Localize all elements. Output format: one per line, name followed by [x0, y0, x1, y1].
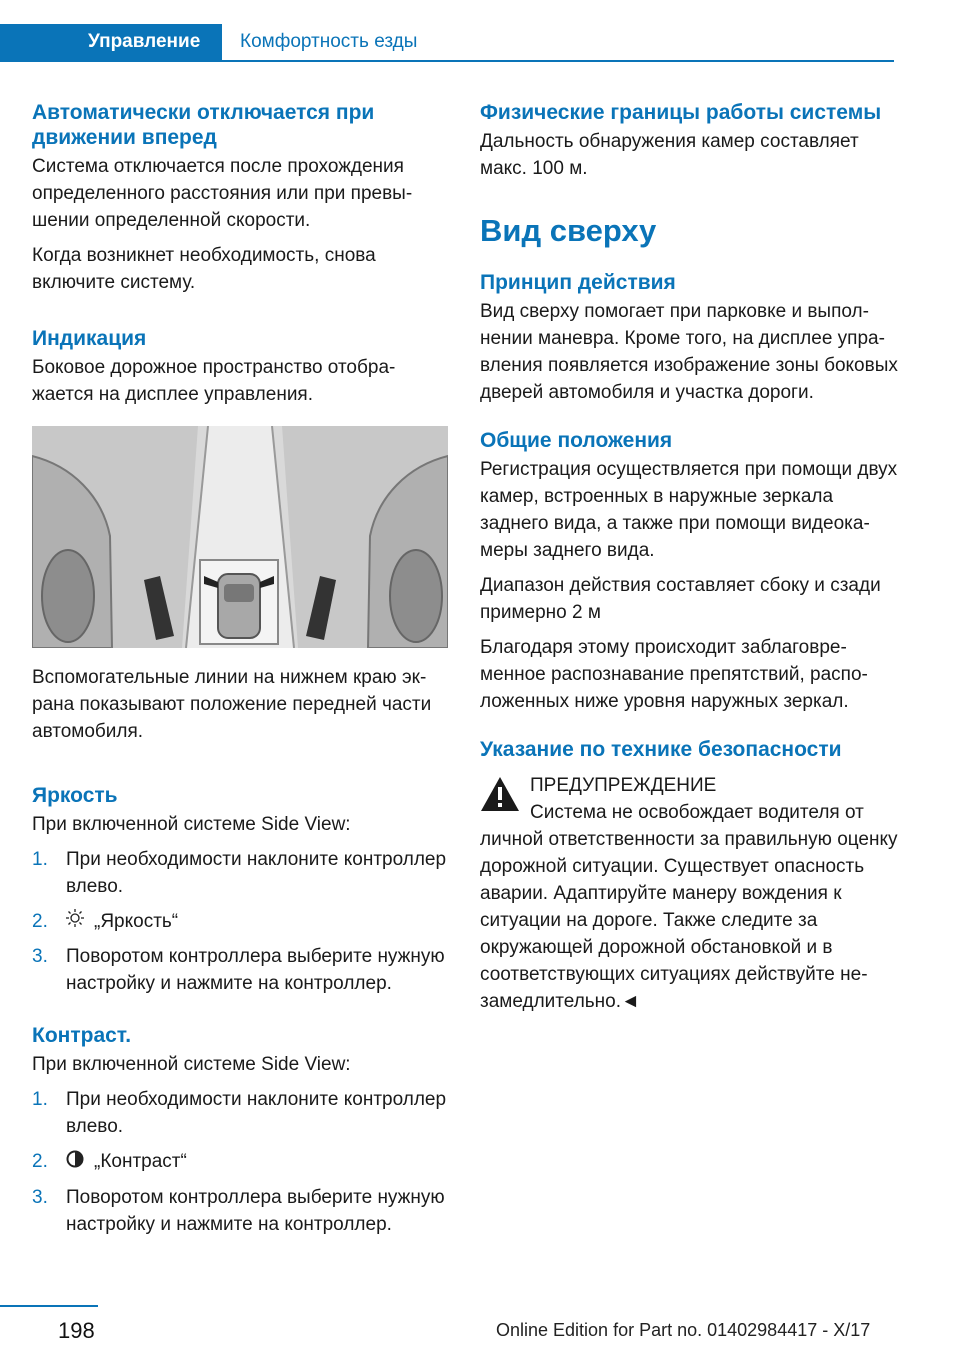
section-title-general: Общие положения	[480, 429, 673, 452]
paragraph: Дальность обнаружения камер составляет макс. 100 м.	[480, 131, 859, 179]
list-item: 3. Поворотом контроллера выберите нужную настройку и нажмите на контроллер.	[32, 946, 445, 995]
image-caption: Вспомогательные линии на нижнем краю экрана показывают положение передней части автомобиля.	[32, 667, 432, 742]
section-title-brightness: Яркость	[32, 784, 118, 807]
section-title-limits: Физические границы работы системы	[480, 101, 882, 124]
warning-text: Система не освобождает водителя от личной ответственности за правильную оценку дорожной ситуации. Существует опасность аварии. Адаптируйте манеру вождения к ситуации на дороге. Также следите за окружающей дорожной обстановкой и в соответствующих ситуациях действуйте незамедлительно.◄	[480, 802, 898, 1012]
list-item: 1. При необходимости наклоните контроллер влево.	[32, 849, 447, 897]
section-title-safety: Указание по технике безопасности	[480, 738, 842, 761]
header-tab-inactive[interactable]: Комфортность езды	[240, 31, 418, 52]
list-item: 2. „Яркость“	[32, 908, 450, 935]
paragraph: При включенной системе Side View:	[32, 1054, 351, 1076]
paragraph: Когда возникнет необходимость, снова включите систему.	[32, 245, 376, 293]
brightness-steps	[32, 846, 450, 997]
warning-title: ПРЕДУПРЕЖДЕНИЕ	[530, 775, 717, 796]
contrast-steps	[32, 1086, 450, 1237]
paragraph: Диапазон действия составляет сбоку и сзади примерно 2 м	[480, 575, 881, 623]
chapter-title-top-view: Вид сверху	[480, 213, 657, 248]
section-title-auto-off: Автоматически отключается при движении вперед	[32, 101, 375, 149]
paragraph: Благодаря этому происходит заблаговременное распознавание препятствий, расположенных ниже уровня наружных зеркал.	[480, 637, 868, 712]
contrast-icon	[66, 1149, 84, 1176]
header-rule	[222, 60, 894, 62]
paragraph: Регистрация осуществляется при помощи двух камер, встроенных в наружные зеркала заднего вида, а также при помощи видеокамеры заднего вида.	[480, 459, 898, 561]
warning-block	[480, 772, 900, 1015]
section-title-contrast: Контраст.	[32, 1024, 132, 1048]
list-item: 2. „Контраст“	[32, 1148, 450, 1175]
paragraph: Вид сверху помогает при парковке и выполнении маневра. Кроме того, на дисплее управления появляется изображение зоны боковых дверей автомобиля и участка дороги.	[480, 301, 898, 403]
side-view-drawing	[32, 426, 448, 648]
section-title-display: Индикация	[32, 327, 147, 350]
brightness-icon	[66, 908, 84, 935]
side-view-illustration	[32, 426, 448, 648]
paragraph: При включенной системе Side View:	[32, 814, 351, 835]
edition-note: Online Edition for Part no. 01402984417 - X/17	[496, 1320, 871, 1340]
left-column	[32, 100, 450, 1246]
list-item: 3. Поворотом контроллера выберите нужную настройку и нажмите на контроллер.	[32, 1186, 445, 1235]
paragraph: Система отключается после прохождения определенного расстояния или при превышении определенной скорости.	[32, 156, 413, 231]
section-title-principle: Принцип действия	[480, 271, 676, 294]
page-number: 198	[58, 1318, 95, 1343]
paragraph: Боковое дорожное пространство отображается на дисплее управления.	[32, 357, 396, 405]
footer-rule	[0, 1305, 98, 1307]
right-column	[480, 100, 900, 1015]
header-tab-active[interactable]: Управление	[88, 31, 201, 52]
list-item: 1. При необходимости наклоните контроллер влево.	[32, 1089, 447, 1138]
warning-icon	[480, 776, 520, 817]
